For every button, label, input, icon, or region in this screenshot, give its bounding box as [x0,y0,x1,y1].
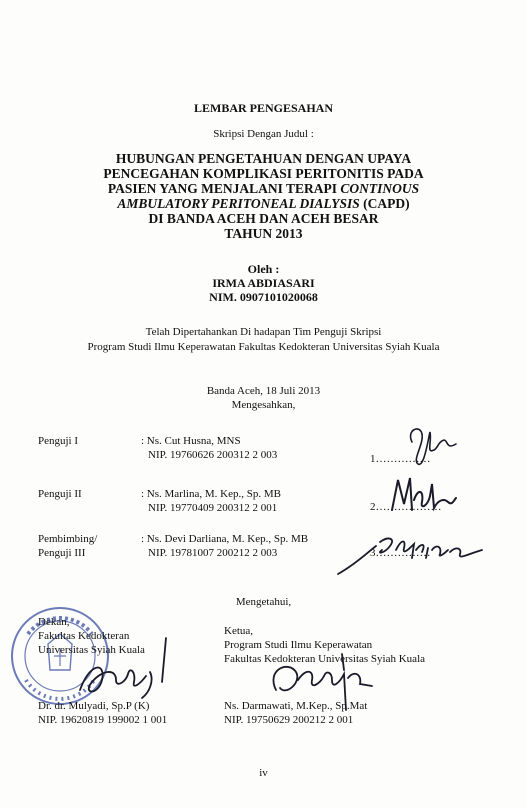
title-line-4-italic: AMBULATORY PERITONEAL DIALYSIS [117,196,360,211]
dean-name: Dr. dr. Mulyadi, Sp.P (K) [38,700,150,712]
signature-dean [66,632,176,708]
page-subheading: Skripsi Dengan Judul : [213,128,314,140]
signature-examiner-1 [398,420,458,470]
examiner-2-role: Penguji II [38,488,82,500]
defense-statement [0,325,527,355]
thesis-title [0,151,527,241]
place-date [0,384,527,412]
examiner-3-nip: NIP. 19781007 200212 2 003 [148,547,278,559]
title-line-1: HUBUNGAN PENGETAHUAN DENGAN UPAYA [115,151,412,166]
defense-line-1: Telah Dipertahankan Di hadapan Tim Penguji Skripsi [145,326,382,338]
dean-university: Universitas Syiah Kuala [38,644,145,656]
signature-examiner-2 [388,470,458,520]
page-number: iv [259,767,268,779]
examiner-1-sign-line: 1…………… [370,453,431,465]
head-name: Ns. Darmawati, M.Kep., Sp.Mat [224,700,368,712]
defense-line-2: Program Studi Ilmu Keperawatan Fakultas Kedokteran Universitas Syiah Kuala [87,341,440,353]
examiner-1-nip: NIP. 19760626 200312 2 003 [148,449,278,461]
head-nip: NIP. 19750629 200212 2 001 [224,714,354,726]
title-line-4 [0,196,527,211]
author-name: IRMA ABDIASARI [212,276,315,290]
head-program: Program Studi Ilmu Keperawatan [224,639,373,651]
examiner-3-name: : Ns. Devi Darliana, M. Kep., Sp. MB [141,533,309,545]
title-line-4-plain: (CAPD) [359,196,410,211]
examiner-2-sign-line: 2……………… [370,501,442,513]
title-line-2: PENCEGAHAN KOMPLIKASI PERITONITIS PADA [103,166,424,181]
examiner-1-name: : Ns. Cut Husna, MNS [141,435,241,447]
examiner-1-role: Penguji I [38,435,79,447]
author-nim: NIM. 0907101020068 [209,290,318,304]
by-label: Oleh : [247,262,280,276]
examiner-2-nip: NIP. 19770409 200312 2 001 [148,502,278,514]
signature-head [262,650,382,720]
place-date-line: Banda Aceh, 18 Juli 2013 [206,385,321,397]
page-heading: LEMBAR PENGESAHAN [193,101,333,115]
acknowledged-label: Mengetahui, [235,596,292,608]
head-title: Ketua, [224,625,254,637]
signature-examiner-3 [336,528,486,580]
title-line-6: TAHUN 2013 [224,226,303,241]
examiner-3-role: Pembimbing/ [38,533,98,545]
examiner-3-sign-line: 3…………… [370,547,431,559]
dean-faculty: Fakultas Kedokteran [38,630,130,642]
examiner-2-name: : Ns. Marlina, M. Kep., Sp. MB [141,488,281,500]
title-line-3-italic: CONTINOUS [340,181,420,196]
title-line-3-plain: PASIEN YANG MENJALANI TERAPI [107,181,341,196]
head-faculty: Fakultas Kedokteran Universitas Syiah Kuala [224,653,426,665]
author-block [0,262,527,304]
dean-title: Dekan, [38,616,70,628]
dean-nip: NIP. 19620819 199002 1 001 [38,714,168,726]
title-line-5: DI BANDA ACEH DAN ACEH BESAR [148,211,379,226]
examiner-3-role-2: Penguji III [38,547,86,559]
title-line-3 [0,181,527,196]
approval-word: Mengesahkan, [231,399,296,411]
